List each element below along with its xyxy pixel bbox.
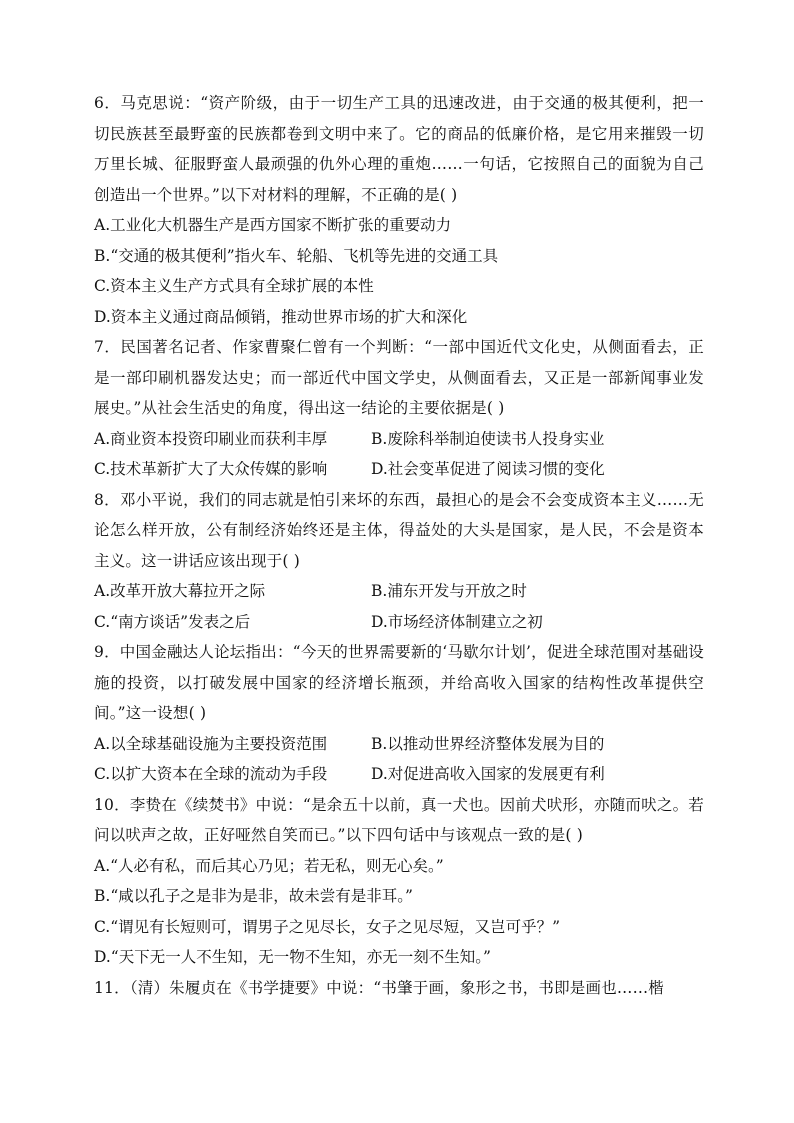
question-9 (94, 637, 704, 790)
option-row (94, 729, 704, 760)
option-row (94, 607, 704, 638)
exam-page (94, 88, 704, 1003)
option-b: B.浦东开发与开放之时 (371, 582, 527, 600)
option-row (94, 424, 704, 455)
option-c: C.资本主义生产方式具有全球扩展的本性 (94, 277, 374, 295)
question-10 (94, 790, 704, 973)
option-row (94, 759, 704, 790)
question-stem: 9．中国金融达人论坛指出：“今天的世界需要新的‘马歇尔计划’，促进全球范围对基础设施的投资，以打破发展中国家的经济增长瓶颈，并给高收入国家的结构性改革提供空间。”这一设想( ) (94, 643, 704, 722)
option-a: A.工业化大机器生产是西方国家不断扩张的重要动力 (94, 216, 452, 234)
option-d: D.市场经济体制建立之初 (371, 612, 543, 631)
option-b: B.“交通的极其便利”指火车、轮船、飞机等先进的交通工具 (94, 246, 499, 265)
option-c: C.“南方谈话”发表之后 (94, 612, 251, 631)
question-11 (94, 973, 704, 1004)
option-d: D.资本主义通过商品倾销，推动世界市场的扩大和深化 (94, 307, 468, 326)
question-stem: 10．李贽在《续焚书》中说：“是余五十以前，真一犬也。因前犬吠形，亦随而吠之。若问以吠声之故，正好哑然自笑而已。”以下四句话中与该观点一致的是( ) (94, 795, 704, 844)
question-8 (94, 485, 704, 638)
question-7 (94, 332, 704, 485)
option-a: A.商业资本投资印刷业而获利丰厚 (94, 429, 328, 448)
option-row (94, 454, 704, 485)
option-a: A.以全球基础设施为主要投资范围 (94, 734, 328, 753)
option-a: A.“人必有私，而后其心乃见；若无私，则无心矣。” (94, 856, 444, 875)
option-d: D.对促进高收入国家的发展更有利 (371, 765, 605, 783)
option-c: C.以扩大资本在全球的流动为手段 (94, 765, 328, 783)
option-c: C.技术革新扩大了大众传媒的影响 (94, 460, 328, 478)
question-stem: 8．邓小平说，我们的同志就是怕引来坏的东西，最担心的是会不会变成资本主义……无论怎么样开放，公有制经济始终还是主体，得益处的大头是国家，是人民，不会是资本主义。这一讲话应该出现于( ) (94, 490, 704, 570)
question-stem: 7．民国著名记者、作家曹聚仁曾有一个判断：“一部中国近代文化史，从侧面看去，正是一部印刷机器发达史；而一部近代中国文学史，从侧面看去，又正是一部新闻事业发展史。”从社会生活史的角度，得出这一结论的主要依据是( ) (94, 338, 704, 417)
option-row (94, 576, 704, 607)
option-d: D.“天下无一人不生知，无一物不生知，亦无一刻不生知。” (94, 948, 491, 966)
question-stem: 6．马克思说：“资产阶级，由于一切生产工具的迅速改进，由于交通的极其便利，把一切民族甚至最野蛮的民族都卷到文明中来了。它的商品的低廉价格，是它用来摧毁一切万里长城、征服野蛮人最顽强的仇外心理的重炮……一句话，它按照自己的面貌为自己创造出一个世界。”以下对材料的理解，不正确的是( ) (94, 94, 704, 204)
option-b: B.以推动世界经济整体发展为目的 (371, 734, 605, 753)
option-b: B.“咸以孔子之是非为是非，故未尝有是非耳。” (94, 887, 413, 905)
question-stem: 11．（清）朱履贞在《书学捷要》中说：“书肇于画，象形之书，书即是画也……楷 (94, 978, 664, 997)
option-b: B.废除科举制迫使读书人投身实业 (371, 429, 605, 448)
option-c: C.“谓见有长短则可，谓男子之见尽长，女子之见尽短，又岂可乎？” (94, 917, 561, 936)
option-d: D.社会变革促进了阅读习惯的变化 (371, 460, 605, 478)
option-a: A.改革开放大幕拉开之际 (94, 582, 266, 600)
question-6 (94, 88, 704, 332)
